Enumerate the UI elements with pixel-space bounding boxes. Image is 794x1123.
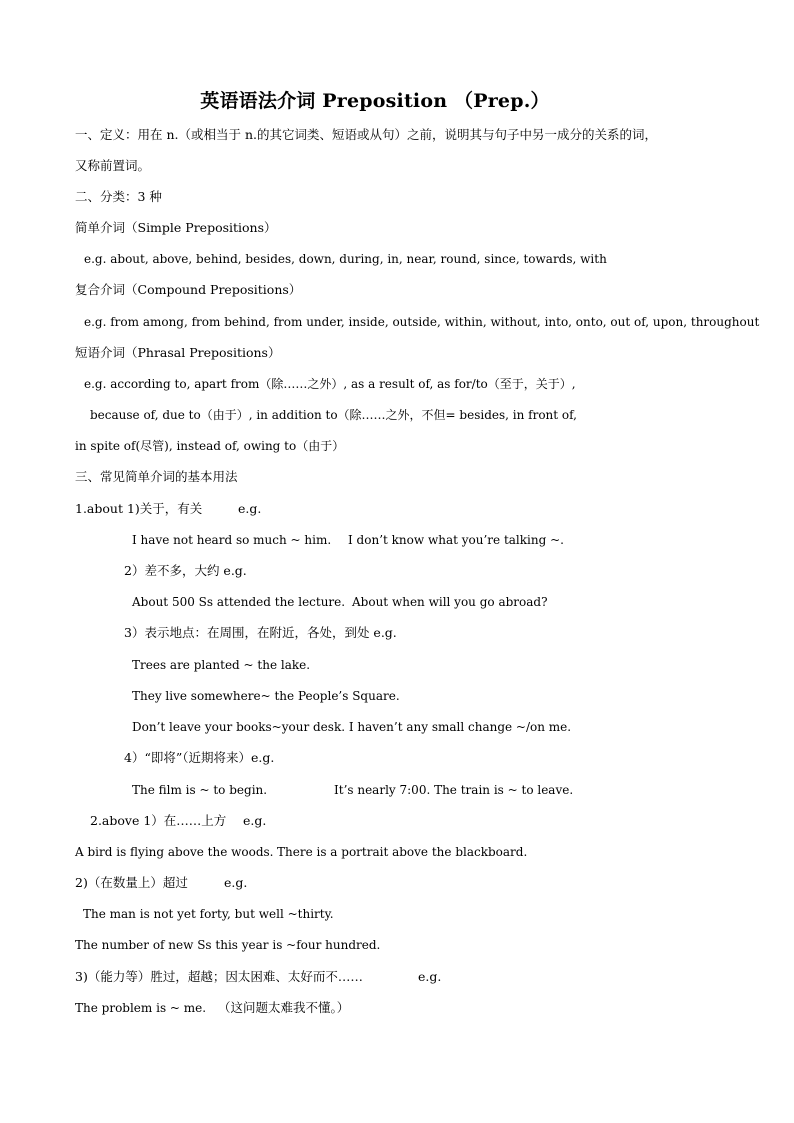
above-sense-3-eg: e.g. bbox=[418, 969, 442, 984]
about-sense-4: 4）“即将”（近期将来）e.g. bbox=[124, 750, 275, 765]
document-title-text: 英语语法介词 Preposition （Prep.） bbox=[200, 90, 550, 112]
phrasal-prepositions-heading: 短语介词（Phrasal Prepositions） bbox=[75, 345, 281, 360]
definition-line-1: 一、定义：用在 n.（或相当于 n.的其它词类、短语或从句）之前，说明其与句子中另一成分的关系的词， bbox=[75, 127, 657, 142]
about-sense-1: 1.about 1)关于，有关 bbox=[75, 501, 203, 516]
about-sense-2: 2）差不多，大约 e.g. bbox=[124, 563, 247, 578]
about-example-2a: About 500 Ss attended the lecture. bbox=[132, 595, 346, 609]
simple-prepositions-heading: 简单介词（Simple Prepositions） bbox=[75, 220, 277, 235]
phrasal-examples-line-1: e.g. according to, apart from（除……之外）, as a result of, as for/to（至于，关于）, bbox=[84, 377, 576, 391]
phrasal-examples-line-2: because of, due to（由于）, in addition to（除……之外，不但= besides, in front of, bbox=[90, 408, 577, 422]
above-sense-1-eg: e.g. bbox=[243, 813, 267, 828]
simple-prepositions-examples: e.g. about, above, behind, besides, down, during, in, near, round, since, towards, with bbox=[84, 252, 607, 266]
above-sense-3: 3)（能力等）胜过，超越；因太困难、太好而不…… bbox=[75, 969, 363, 984]
about-example-3c: Don’t leave your books~your desk. I haven’t any small change ~/on me. bbox=[132, 720, 572, 734]
classification-heading: 二、分类：3 种 bbox=[75, 189, 162, 204]
compound-prepositions-examples: e.g. from among, from behind, from under, inside, outside, within, without, into, onto, out of, upon, throughout bbox=[84, 315, 760, 329]
phrasal-examples-line-3: in spite of(尽管), instead of, owing to（由于） bbox=[75, 439, 345, 453]
about-example-4b: It’s nearly 7:00. The train is ~ to leave. bbox=[334, 783, 574, 797]
above-sense-2-eg: e.g. bbox=[224, 875, 248, 890]
about-sense-1-eg: e.g. bbox=[238, 501, 262, 516]
above-sense-2: 2)（在数量上）超过 bbox=[75, 875, 188, 890]
definition-line-2: 又称前置词。 bbox=[75, 158, 151, 173]
document-title bbox=[0, 86, 794, 113]
usage-heading: 三、常见简单介词的基本用法 bbox=[75, 469, 238, 484]
about-example-4a: The film is ~ to begin. bbox=[132, 783, 268, 797]
about-example-3b: They live somewhere~ the People’s Square. bbox=[132, 689, 400, 703]
about-example-3a: Trees are planted ~ the lake. bbox=[132, 658, 311, 672]
above-example-1b: There is a portrait above the blackboard. bbox=[277, 845, 528, 859]
above-example-2b: The number of new Ss this year is ~four hundred. bbox=[75, 938, 381, 952]
about-example-1b: I don’t know what you’re talking ~. bbox=[348, 533, 564, 547]
above-sense-1: 2.above 1）在……上方 bbox=[90, 813, 227, 828]
compound-prepositions-heading: 复合介词（Compound Prepositions） bbox=[75, 282, 302, 297]
above-example-1a: A bird is flying above the woods. bbox=[75, 845, 274, 859]
above-example-3a: The problem is ~ me. bbox=[75, 1001, 207, 1015]
about-example-1a: I have not heard so much ~ him. bbox=[132, 533, 332, 547]
about-example-2b: About when will you go abroad? bbox=[352, 595, 548, 609]
about-sense-3: 3）表示地点：在周围，在附近，各处，到处 e.g. bbox=[124, 625, 397, 640]
above-example-2a: The man is not yet forty, but well ~thirty. bbox=[83, 907, 334, 921]
above-example-3a-translation: （这问题太难我不懂。） bbox=[218, 1000, 350, 1015]
